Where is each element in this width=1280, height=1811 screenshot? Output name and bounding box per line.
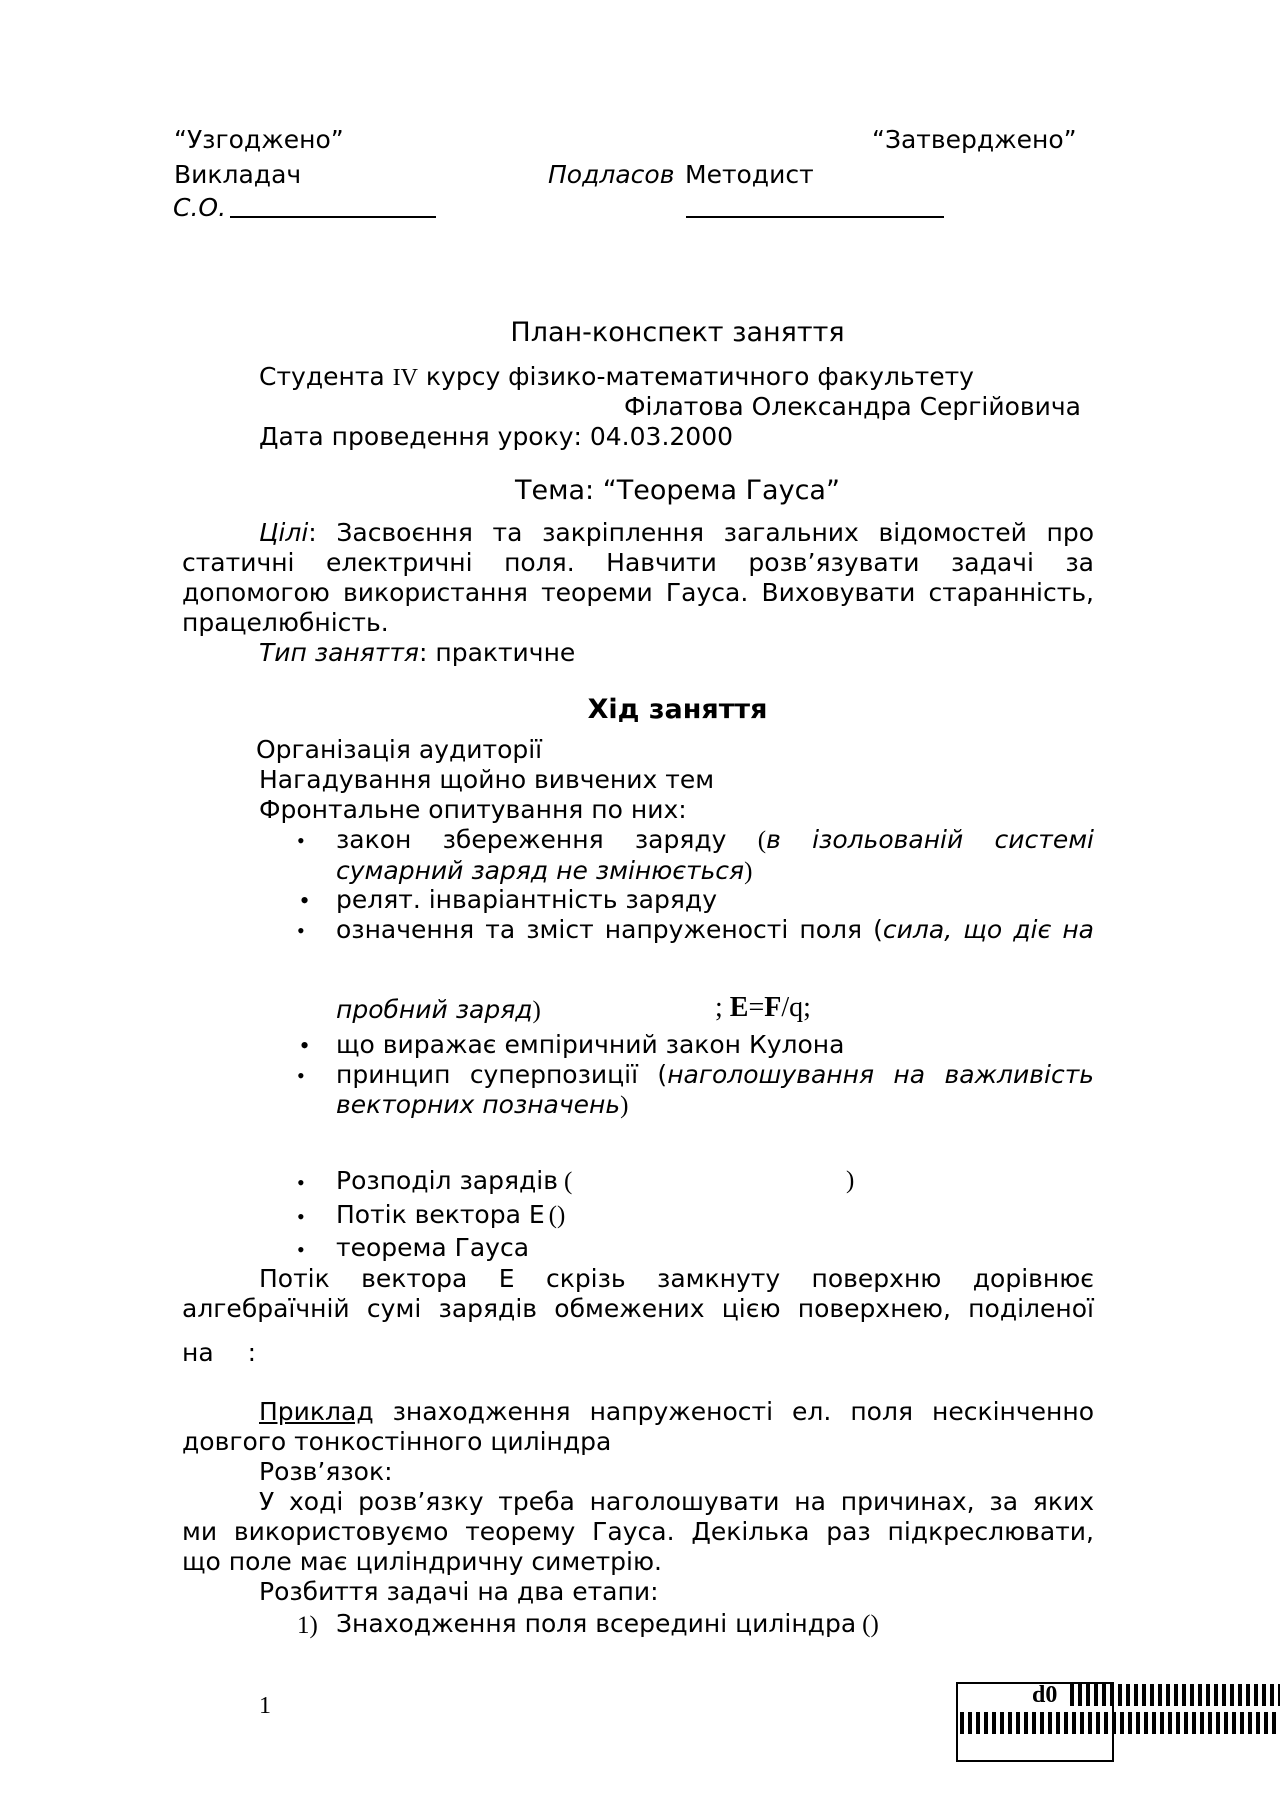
- stage-number: 1): [297, 1612, 318, 1639]
- bullet-marker: •: [297, 1237, 305, 1262]
- teacher-initials: С.О.: [173, 193, 227, 222]
- bullet-marker: •: [297, 1170, 305, 1195]
- gauss-statement: Потік вектора E скрізь замкнуту поверхню дорівнює алгебраїчній сумі зарядів обмежених цією поверхнею, поділеної: [182, 1264, 1094, 1323]
- course-roman: IV: [392, 365, 418, 391]
- stamp-text: d0: [1032, 1682, 1058, 1708]
- topic-heading: Тема: “Теорема Гауса”: [515, 475, 840, 506]
- gauss-statement-end: на :: [182, 1338, 257, 1367]
- agreed-label: “Узгоджено”: [174, 125, 344, 154]
- bullet-charge-distribution: Розподіл зарядів (: [336, 1166, 573, 1195]
- bullet-field-strength: означення та зміст напруженості поля (сила, що діє на: [336, 915, 1094, 944]
- bullet-coulomb-law: що виражає емпіричний закон Кулона: [336, 1030, 845, 1059]
- lesson-type: Тип заняття: практичне: [259, 638, 576, 667]
- bullet-gauss-theorem: теорема Гауса: [336, 1233, 530, 1262]
- progress-heading: Хід заняття: [587, 694, 768, 725]
- approved-label: “Затверджено”: [872, 125, 1077, 154]
- bullet-marker: •: [297, 828, 305, 853]
- student-name: Філатова Олександра Сергійовича: [624, 392, 1081, 421]
- example-paragraph: Приклад знаходження напруженості ел. поля нескінченно довгого тонкостінного циліндра Розв’язок: У ході розв’язку треба наголошувати на причинах, за яких ми використовуємо теорему Гауса. Декілька раз підкреслювати, що поле має циліндричну симетрію. Розбиття задачі на два етапи:: [182, 1397, 1094, 1606]
- barcode-bars-bottom: [960, 1712, 1280, 1734]
- charge-distribution-close: ): [846, 1167, 855, 1194]
- stage-1-text: Знаходження поля всередині циліндра (): [336, 1609, 879, 1638]
- bullet-marker: •: [297, 918, 305, 943]
- bullet-charge-invariance: релят. інваріантність заряду: [336, 885, 717, 914]
- step-reminder: Нагадування щойно вивчених тем: [259, 765, 715, 794]
- barcode-bars-top: [1070, 1684, 1280, 1706]
- bullet-field-strength-cont: пробний заряд): [336, 995, 541, 1024]
- bullet-marker: •: [297, 1204, 305, 1229]
- stages-label: Розбиття задачі на два етапи:: [259, 1577, 659, 1606]
- step-organization: Організація аудиторії: [256, 735, 543, 764]
- bullet-flux: Потік вектора E (): [336, 1200, 566, 1229]
- teacher-signature-line: [230, 216, 436, 218]
- goals-paragraph: Цілі: Засвоєння та закріплення загальних відомостей про статичні електричні поля. Навчити розв’язувати задачі за допомогою використання теореми Гауса. Виховувати старанність, працелюбність.: [182, 518, 1094, 637]
- example-label: Приклад: [259, 1397, 374, 1426]
- bullet-charge-conservation: закон збереження заряду (в ізольованій системі сумарний заряд не змінюється): [336, 825, 1094, 885]
- bullet-superposition: принцип суперпозиції (наголошування на важливість векторних позначень): [336, 1060, 1094, 1119]
- teacher-label: Викладач: [174, 160, 302, 189]
- plan-title: План-конспект заняття: [510, 317, 845, 348]
- bullet-marker: •: [297, 1063, 305, 1088]
- lesson-type-label: Тип заняття: [259, 638, 419, 667]
- bullet-marker: •: [300, 1031, 310, 1060]
- student-line: Студента IV курсу фізико-математичного факультету: [259, 362, 974, 391]
- lesson-date: Дата проведення уроку: 04.03.2000: [259, 422, 734, 451]
- methodist-label: Методист: [685, 160, 814, 189]
- solution-label: Розв’язок:: [259, 1457, 393, 1486]
- methodist-signature-line: [686, 216, 944, 218]
- teacher-name: Подласов: [548, 160, 675, 189]
- goals-label: Цілі: [259, 518, 309, 547]
- field-strength-formula: ; E=F/q;: [715, 992, 811, 1023]
- step-frontal-survey: Фронтальне опитування по них:: [259, 795, 687, 824]
- bullet-marker: •: [300, 886, 310, 915]
- page-number: 1: [259, 1693, 271, 1719]
